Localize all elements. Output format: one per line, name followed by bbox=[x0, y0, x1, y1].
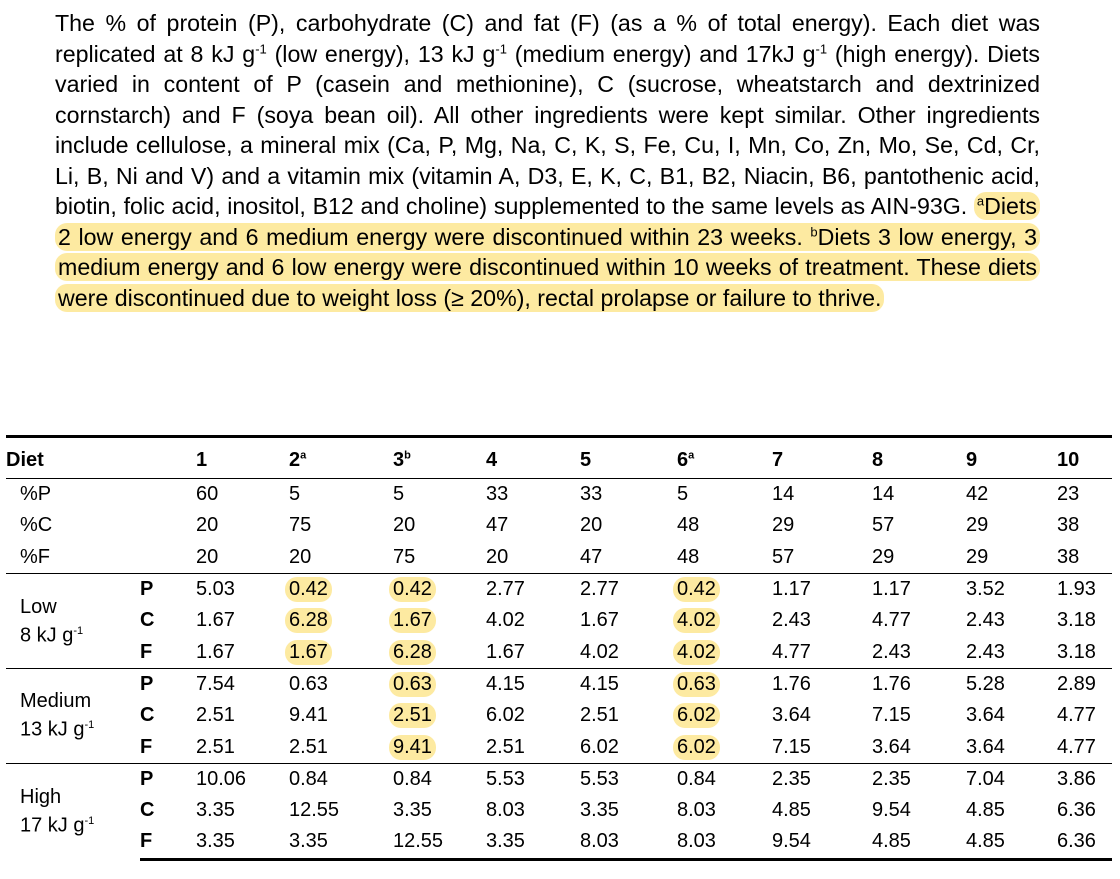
table-cell: 2.35 bbox=[872, 767, 911, 790]
table-cell: 60 bbox=[196, 483, 219, 506]
table-cell: 7.54 bbox=[196, 672, 235, 695]
macronutrient-label: C bbox=[140, 609, 155, 632]
table-cell: 9.54 bbox=[872, 799, 911, 822]
composition-row bbox=[6, 479, 1112, 511]
macronutrient-label: C bbox=[140, 704, 155, 727]
composition-row bbox=[6, 510, 1112, 541]
superscript: -1 bbox=[255, 40, 267, 56]
diet-col-header: 7 bbox=[772, 438, 872, 479]
macronutrient-label: P bbox=[140, 668, 196, 700]
table-cell: 7.15 bbox=[872, 704, 911, 727]
composition-label: %C bbox=[20, 514, 53, 537]
energy-level-name: Medium bbox=[20, 690, 92, 713]
table-cell: 1.67 bbox=[196, 640, 235, 663]
table-cell: 4.77 bbox=[772, 640, 811, 663]
table-cell: 3.64 bbox=[966, 704, 1005, 727]
table-cell: 0.63 bbox=[289, 672, 328, 695]
diet-col-header: 10 bbox=[1057, 438, 1112, 479]
macronutrient-label: F bbox=[140, 826, 196, 859]
table-cell: 3.18 bbox=[1057, 640, 1096, 663]
table-cell: 1.67 bbox=[486, 640, 525, 663]
table-cell: 1.76 bbox=[772, 672, 811, 695]
table-cell: 20 bbox=[580, 514, 603, 537]
energy-row bbox=[6, 605, 1112, 636]
table-cell: 5.28 bbox=[966, 672, 1005, 695]
table-cell: 29 bbox=[772, 514, 795, 537]
energy-level-name: Low bbox=[20, 595, 57, 618]
table-cell: 7.15 bbox=[772, 735, 811, 758]
footnote-marker-b: b bbox=[810, 223, 818, 239]
table-cell: 3.18 bbox=[1057, 609, 1096, 632]
table-cell: 8.03 bbox=[486, 799, 525, 822]
table-cell: 10.06 bbox=[196, 767, 247, 790]
table-cell: 2.35 bbox=[772, 767, 811, 790]
table-cell: 48 bbox=[677, 514, 700, 537]
table-cell: 2.51 bbox=[289, 735, 328, 758]
table-cell: 4.77 bbox=[1057, 704, 1096, 727]
table-cell: 3.86 bbox=[1057, 767, 1096, 790]
table-cell: 6.36 bbox=[1057, 830, 1096, 853]
table-cell: 6.02 bbox=[580, 735, 619, 758]
energy-row bbox=[6, 573, 1112, 605]
table-cell: 4.02 bbox=[580, 640, 619, 663]
diet-col-header: 2$^a$ bbox=[289, 438, 393, 479]
table-cell: 29 bbox=[966, 545, 989, 568]
table-cell: 20 bbox=[196, 545, 219, 568]
composition-label: %F bbox=[20, 545, 50, 568]
table-cell: 3.35 bbox=[393, 799, 432, 822]
footnote-marker-a: a bbox=[976, 193, 985, 209]
energy-row bbox=[6, 636, 1112, 668]
diet-col-header: 6$^a$ bbox=[677, 438, 772, 479]
caption-text: The % of protein (P), carbohydrate (C) and fat (F) (as a % of total energy). Each diet was replicated at 8 kJ g bbox=[55, 10, 1040, 67]
table-cell: 47 bbox=[486, 514, 509, 537]
highlighted-cell: 1.67 bbox=[285, 640, 332, 665]
energy-group-label bbox=[6, 573, 140, 668]
table-cell: 2.77 bbox=[580, 578, 619, 601]
table-cell: 8.03 bbox=[677, 830, 716, 853]
macronutrient-label: F bbox=[140, 735, 153, 758]
table-cell: 57 bbox=[772, 545, 795, 568]
footnote-b-text: Diets 3 low energy, 3 medium energy and 6 low energy were discontinued within 10 weeks of treatment. These diets were discontinued due to weight loss (≥ 20%), rectal prolapse or failure to thrive. bbox=[58, 223, 1037, 311]
macronutrient-label: P bbox=[140, 763, 196, 795]
macronutrient-label: P bbox=[140, 573, 196, 605]
diet-col-header: 1 bbox=[196, 438, 289, 479]
table-cell: 2.43 bbox=[772, 609, 811, 632]
energy-group-label bbox=[6, 668, 140, 763]
energy-level-name: High bbox=[20, 786, 62, 809]
table-cell: 75 bbox=[393, 545, 416, 568]
table-cell: 0.84 bbox=[677, 767, 716, 790]
table-cell: 38 bbox=[1057, 545, 1080, 568]
table-cell: 42 bbox=[966, 483, 989, 506]
table-cell: 4.85 bbox=[966, 830, 1005, 853]
superscript: -1 bbox=[495, 40, 507, 56]
table-cell: 5 bbox=[677, 483, 689, 506]
table-cell: 38 bbox=[1057, 514, 1080, 537]
energy-group-label bbox=[6, 763, 140, 859]
table-cell: 1.76 bbox=[872, 672, 911, 695]
table-cell: 4.77 bbox=[1057, 735, 1096, 758]
table-cell: 3.35 bbox=[580, 799, 619, 822]
energy-row bbox=[6, 826, 1112, 859]
table-cell: 23 bbox=[1057, 483, 1080, 506]
energy-row bbox=[6, 795, 1112, 826]
highlighted-cell: 9.41 bbox=[389, 735, 436, 760]
table-cell: 1.93 bbox=[1057, 578, 1096, 601]
table-cell: 2.43 bbox=[872, 640, 911, 663]
diet-col-header: 4 bbox=[486, 438, 580, 479]
highlighted-cell: 0.42 bbox=[673, 577, 720, 602]
table-cell: 4.85 bbox=[966, 799, 1005, 822]
caption-paragraph bbox=[55, 8, 1040, 313]
table-cell: 3.35 bbox=[196, 799, 235, 822]
table-cell: 0.84 bbox=[289, 767, 328, 790]
table-cell: 2.43 bbox=[966, 609, 1005, 632]
diet-header: Diet bbox=[6, 438, 196, 479]
table-cell: 12.55 bbox=[393, 830, 444, 853]
highlighted-cell: 1.67 bbox=[389, 608, 436, 633]
table-cell: 3.35 bbox=[486, 830, 525, 853]
table-cell: 12.55 bbox=[289, 799, 340, 822]
table-cell: 3.35 bbox=[289, 830, 328, 853]
table-cell: 5 bbox=[289, 483, 301, 506]
energy-row bbox=[6, 763, 1112, 795]
table-cell: 2.77 bbox=[486, 578, 525, 601]
table-cell: 4.77 bbox=[872, 609, 911, 632]
energy-row bbox=[6, 731, 1112, 763]
caption-text: (high energy). Diets varied in content of P (casein and methionine), C (sucrose, wheatstarch and dextrinized cornstarch) and F (soya bean oil). All other ingredients were kept similar. Other ingredients include cellulose, a mineral mix (Ca, P, Mg, Na, C, K, S, Fe, Cu, I, Mn, Co, Zn, Mo, Se, Cd, Cr, Li, B, Ni and V) and a vitamin mix (vitamin A, D3, E, K, C, B1, B2, Niacin, B6, pantothenic acid, biotin, folic acid, inositol, B12 and choline) supplemented to the same levels as AIN-93G. bbox=[55, 40, 1040, 219]
highlighted-cell: 0.42 bbox=[285, 577, 332, 602]
table-cell: 20 bbox=[196, 514, 219, 537]
table-cell: 2.51 bbox=[580, 704, 619, 727]
header-row bbox=[6, 438, 1112, 479]
table-cell: 3.64 bbox=[772, 704, 811, 727]
diet-col-header: 5 bbox=[580, 438, 677, 479]
table-cell: 4.85 bbox=[872, 830, 911, 853]
table-cell: 3.52 bbox=[966, 578, 1005, 601]
diet-table bbox=[6, 435, 1112, 861]
table-cell: 4.15 bbox=[580, 672, 619, 695]
highlighted-cell: 2.51 bbox=[389, 703, 436, 728]
macronutrient-label: C bbox=[140, 799, 155, 822]
table-cell: 3.64 bbox=[872, 735, 911, 758]
table-cell: 2.43 bbox=[966, 640, 1005, 663]
diet-col-header: 9 bbox=[966, 438, 1057, 479]
highlighted-cell: 4.02 bbox=[673, 608, 720, 633]
energy-density: 17 kJ $g^{-1}$ bbox=[20, 814, 95, 837]
table-cell: 1.17 bbox=[772, 578, 811, 601]
table-cell: 1.67 bbox=[196, 609, 235, 632]
table-cell: 5.53 bbox=[486, 767, 525, 790]
table-cell: 33 bbox=[580, 483, 603, 506]
table-cell: 47 bbox=[580, 545, 603, 568]
table-cell: 7.04 bbox=[966, 767, 1005, 790]
table-cell: 20 bbox=[393, 514, 416, 537]
table-cell: 2.51 bbox=[196, 735, 235, 758]
table-cell: 4.15 bbox=[486, 672, 525, 695]
highlighted-cell: 6.28 bbox=[285, 608, 332, 633]
table-cell: 2.51 bbox=[486, 735, 525, 758]
composition-label: %P bbox=[20, 483, 52, 506]
caption-text: (low energy), 13 kJ g bbox=[266, 40, 496, 67]
table-cell: 5 bbox=[393, 483, 405, 506]
table-cell: 2.89 bbox=[1057, 672, 1096, 695]
table-cell: 5.53 bbox=[580, 767, 619, 790]
highlighted-cell: 6.02 bbox=[673, 703, 720, 728]
table-cell: 4.85 bbox=[772, 799, 811, 822]
table-cell: 8.03 bbox=[580, 830, 619, 853]
table-cell: 14 bbox=[872, 483, 895, 506]
table-cell: 1.17 bbox=[872, 578, 911, 601]
composition-row bbox=[6, 542, 1112, 574]
table-cell: 9.54 bbox=[772, 830, 811, 853]
table-cell: 0.84 bbox=[393, 767, 432, 790]
table-cell: 6.02 bbox=[486, 704, 525, 727]
table-cell: 1.67 bbox=[580, 609, 619, 632]
table-cell: 29 bbox=[872, 545, 895, 568]
highlighted-cell: 0.63 bbox=[389, 672, 436, 697]
caption-text: (medium energy) and 17kJ g bbox=[506, 40, 816, 67]
table-cell: 33 bbox=[486, 483, 509, 506]
table-cell: 8.03 bbox=[677, 799, 716, 822]
highlighted-cell: 6.28 bbox=[389, 640, 436, 665]
table-cell: 3.64 bbox=[966, 735, 1005, 758]
footnote-a-text: Diets 2 low energy and 6 medium energy were discontinued within 23 weeks. bbox=[58, 193, 1037, 250]
table-cell: 20 bbox=[486, 545, 509, 568]
energy-density: 13 kJ $g^{-1}$ bbox=[20, 719, 95, 742]
table-cell: 3.35 bbox=[196, 830, 235, 853]
table-cell: 29 bbox=[966, 514, 989, 537]
table-cell: 20 bbox=[289, 545, 312, 568]
table-cell: 75 bbox=[289, 514, 312, 537]
table-cell: 9.41 bbox=[289, 704, 328, 727]
energy-row bbox=[6, 700, 1112, 731]
table-cell: 4.02 bbox=[486, 609, 525, 632]
table-cell: 6.36 bbox=[1057, 799, 1096, 822]
diet-col-header: 8 bbox=[872, 438, 966, 479]
energy-row bbox=[6, 668, 1112, 700]
highlighted-cell: 0.42 bbox=[389, 577, 436, 602]
highlighted-cell: 0.63 bbox=[673, 672, 720, 697]
table-cell: 57 bbox=[872, 514, 895, 537]
macronutrient-label: F bbox=[140, 640, 153, 663]
highlighted-cell: 6.02 bbox=[673, 735, 720, 760]
energy-density: 8 kJ $g^{-1}$ bbox=[20, 624, 84, 647]
highlighted-cell: 4.02 bbox=[673, 640, 720, 665]
superscript: -1 bbox=[815, 40, 828, 56]
table-cell: 5.03 bbox=[196, 578, 235, 601]
diet-col-header: 3$^b$ bbox=[393, 438, 486, 479]
table-cell: 14 bbox=[772, 483, 795, 506]
table-cell: 2.51 bbox=[196, 704, 235, 727]
table-cell: 48 bbox=[677, 545, 700, 568]
